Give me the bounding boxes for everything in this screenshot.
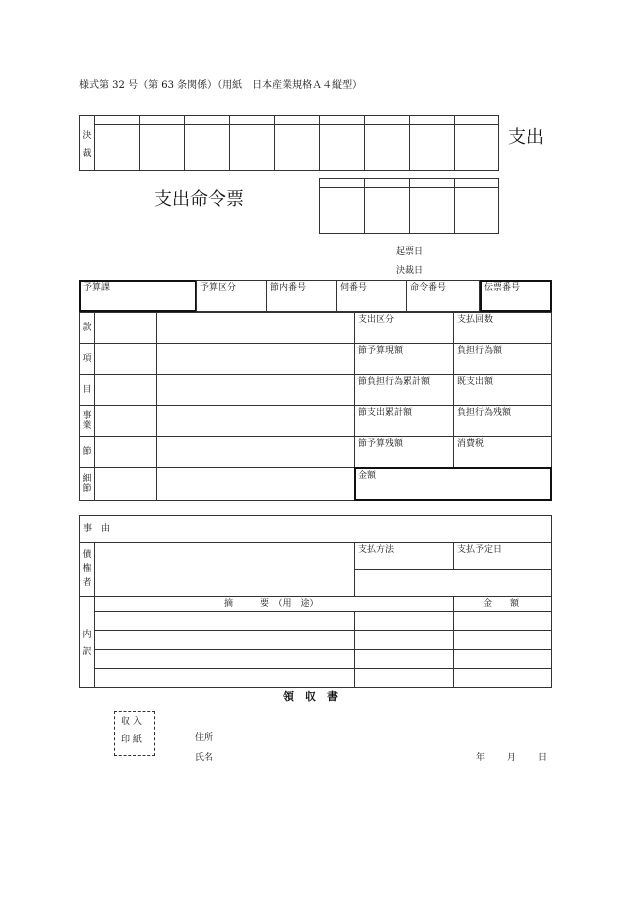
row-code-cell xyxy=(94,405,157,437)
shishutsu-label: 支出 xyxy=(508,127,544,148)
jusho-label: 住所 xyxy=(195,733,214,743)
row-label: 細節 xyxy=(82,474,92,494)
approval-label-cell xyxy=(79,115,95,171)
row-code-cell xyxy=(94,343,157,375)
breakdown-row-amount xyxy=(453,630,552,650)
row-right-label: 消費税 xyxy=(457,439,485,449)
kingaku-label: 金額 xyxy=(358,471,377,481)
approval-stamp-2 xyxy=(139,124,185,171)
row-right-label: 負担行為残額 xyxy=(457,408,512,418)
tekiyo-header-label: 摘 要 （用 途） xyxy=(224,599,319,609)
jiyu-label: 事 由 xyxy=(83,524,111,534)
kihyo-date-label: 起票日 xyxy=(396,247,424,257)
approval-label-bottom: 裁 xyxy=(82,149,92,159)
row-right-label: 既支出額 xyxy=(457,377,494,387)
stamp-line-1: 収 入 xyxy=(121,717,142,727)
month-label: 月 xyxy=(507,753,517,763)
approval-stamp-5 xyxy=(274,124,320,171)
breakdown-row-desc xyxy=(94,649,355,669)
approval-stamp-1 xyxy=(94,124,140,171)
payment-detail-table xyxy=(79,515,552,688)
row-label: 節 xyxy=(82,447,92,457)
approval-table xyxy=(79,115,499,171)
approval-stamp-3 xyxy=(184,124,230,171)
row-code-cell xyxy=(94,312,157,344)
breakdown-row-amount xyxy=(453,611,552,631)
receipt-title: 領 収 書 xyxy=(283,690,338,703)
row-name-cell xyxy=(156,467,355,501)
row-label: 款 xyxy=(82,323,92,333)
row-name-cell xyxy=(156,343,355,375)
row-label: 項 xyxy=(82,354,92,364)
row-name-cell xyxy=(156,312,355,344)
breakdown-row-desc xyxy=(94,668,355,688)
meirei-bango-label: 命令番号 xyxy=(410,283,447,293)
row-left-label: 支出区分 xyxy=(358,315,395,325)
sub-stamp-4 xyxy=(454,187,499,234)
row-right-label: 負担行為額 xyxy=(457,346,503,356)
breakdown-row-mid xyxy=(354,668,454,688)
denpyo-bango-label: 伝票番号 xyxy=(484,283,521,293)
row-left-label: 節支出累計額 xyxy=(358,408,413,418)
approval-label-top: 決 xyxy=(82,131,92,141)
row-label: 事業 xyxy=(82,411,92,431)
breakdown-row-mid xyxy=(354,611,454,631)
payment-info-cell xyxy=(354,569,552,597)
row-right-label: 支払回数 xyxy=(457,315,494,325)
stamp-line-2: 印 紙 xyxy=(121,735,142,745)
shiharai-yoteibi-label: 支払予定日 xyxy=(457,545,503,555)
budget-detail-table xyxy=(79,312,552,501)
jiyu-cell xyxy=(79,515,552,543)
approval-stamp-7 xyxy=(364,124,410,171)
yosanka-label: 予算課 xyxy=(83,283,111,293)
breakdown-row-amount xyxy=(453,649,552,669)
kingaku-header-label: 金 額 xyxy=(483,599,520,609)
row-code-cell xyxy=(94,467,157,501)
kessai-date-label: 決裁日 xyxy=(396,266,424,276)
budget-header-row xyxy=(79,280,552,312)
uchiwake-label: 内訳 xyxy=(82,630,92,657)
shiharai-hoho-label: 支払方法 xyxy=(358,545,395,555)
sub-stamp-table xyxy=(319,178,499,234)
breakdown-row-desc xyxy=(94,630,355,650)
row-left-label: 節予算現額 xyxy=(358,346,404,356)
page-title: 支出命令票 xyxy=(154,189,244,210)
row-label: 目 xyxy=(82,385,92,395)
day-label: 日 xyxy=(538,753,548,763)
row-left-label: 節予算残額 xyxy=(358,439,404,449)
saikensha-cell xyxy=(94,542,355,597)
shimei-label: 氏名 xyxy=(195,753,214,763)
sub-stamp-3 xyxy=(409,187,455,234)
year-label: 年 xyxy=(476,753,486,763)
form-style-line: 様式第 32 号（第 63 条関係）（用紙 日本産業規格Ａ４縦型） xyxy=(79,80,363,91)
ukagai-bango-label: 伺番号 xyxy=(340,283,368,293)
row-code-cell xyxy=(94,436,157,468)
approval-stamp-8 xyxy=(409,124,455,171)
row-name-cell xyxy=(156,374,355,406)
breakdown-row-mid xyxy=(354,630,454,650)
kingaku-cell xyxy=(354,467,552,501)
saikensha-label: 債権者 xyxy=(82,550,92,588)
row-code-cell xyxy=(94,374,157,406)
breakdown-row-amount xyxy=(453,668,552,688)
breakdown-row-desc xyxy=(94,611,355,631)
row-name-cell xyxy=(156,436,355,468)
sub-stamp-2 xyxy=(364,187,410,234)
sub-stamp-1 xyxy=(319,187,365,234)
yosan-kubun-label: 予算区分 xyxy=(200,283,237,293)
approval-stamp-4 xyxy=(229,124,275,171)
approval-stamp-9 xyxy=(454,124,499,171)
breakdown-row-mid xyxy=(354,649,454,669)
setsunai-bango-label: 節内番号 xyxy=(270,283,307,293)
approval-stamp-6 xyxy=(319,124,365,171)
row-left-label: 節負担行為累計額 xyxy=(358,377,431,387)
row-name-cell xyxy=(156,405,355,437)
